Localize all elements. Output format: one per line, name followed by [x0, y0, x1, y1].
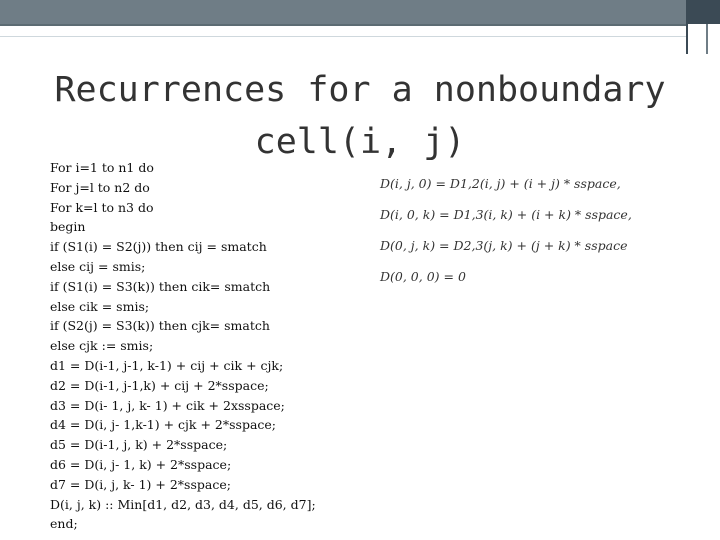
recurrence-equations: [380, 168, 680, 292]
equation: D(0, 0, 0) = 0: [380, 269, 466, 284]
code-line: d3 = D(i- 1, j, k- 1) + cik + 2xsspace;: [50, 397, 285, 413]
equation: D(0, j, k) = D2,3(j, k) + (j + k) * sspace: [380, 238, 628, 253]
code-line: d1 = D(i-1, j-1, k-1) + cij + cik + cjk;: [50, 357, 284, 373]
code-line: else cik = smis;: [50, 298, 150, 314]
code-line: d6 = D(i, j- 1, k) + 2*sspace;: [50, 456, 232, 472]
code-line: else cjk := smis;: [50, 338, 154, 354]
code-line: D(i, j, k) :: Min[d1, d2, d3, d4, d5, d6, d7];: [50, 496, 316, 512]
slide-title: [40, 64, 680, 168]
code-line: For k=l to n3 do: [50, 199, 154, 215]
code-line: if (S1(i) = S3(k)) then cik= smatch: [50, 278, 271, 294]
code-line: end;: [50, 516, 78, 532]
title-line: Recurrences for a nonboundary: [54, 70, 666, 110]
top-decor-bar: [0, 0, 720, 24]
code-line: if (S1(i) = S2(j)) then cij = smatch: [50, 239, 267, 255]
code-line: For j=l to n2 do: [50, 179, 150, 195]
code-line: begin: [50, 219, 86, 235]
decor-vertical-line: [686, 24, 688, 54]
code-line: d5 = D(i-1, j, k) + 2*sspace;: [50, 437, 228, 453]
code-line: d4 = D(i, j- 1,k-1) + cjk + 2*sspace;: [50, 417, 277, 433]
pseudocode-block: [50, 158, 380, 534]
equation: D(i, 0, k) = D1,3(i, k) + (i + k) * sspace,: [380, 207, 632, 222]
code-line: else cij = smis;: [50, 258, 146, 274]
code-line: For i=1 to n1 do: [50, 160, 154, 175]
equation: D(i, j, 0) = D1,2(i, j) + (i + j) * sspace,: [380, 176, 621, 191]
title-line: cell(i, j): [254, 122, 466, 162]
code-line: d7 = D(i, j, k- 1) + 2*sspace;: [50, 476, 231, 492]
code-line: if (S2(j) = S3(k)) then cjk= smatch: [50, 318, 270, 334]
top-decor-line: [0, 24, 686, 37]
decor-vertical-line: [706, 24, 708, 54]
code-line: d2 = D(i-1, j-1,k) + cij + 2*sspace;: [50, 377, 269, 393]
top-decor-corner: [686, 0, 720, 24]
